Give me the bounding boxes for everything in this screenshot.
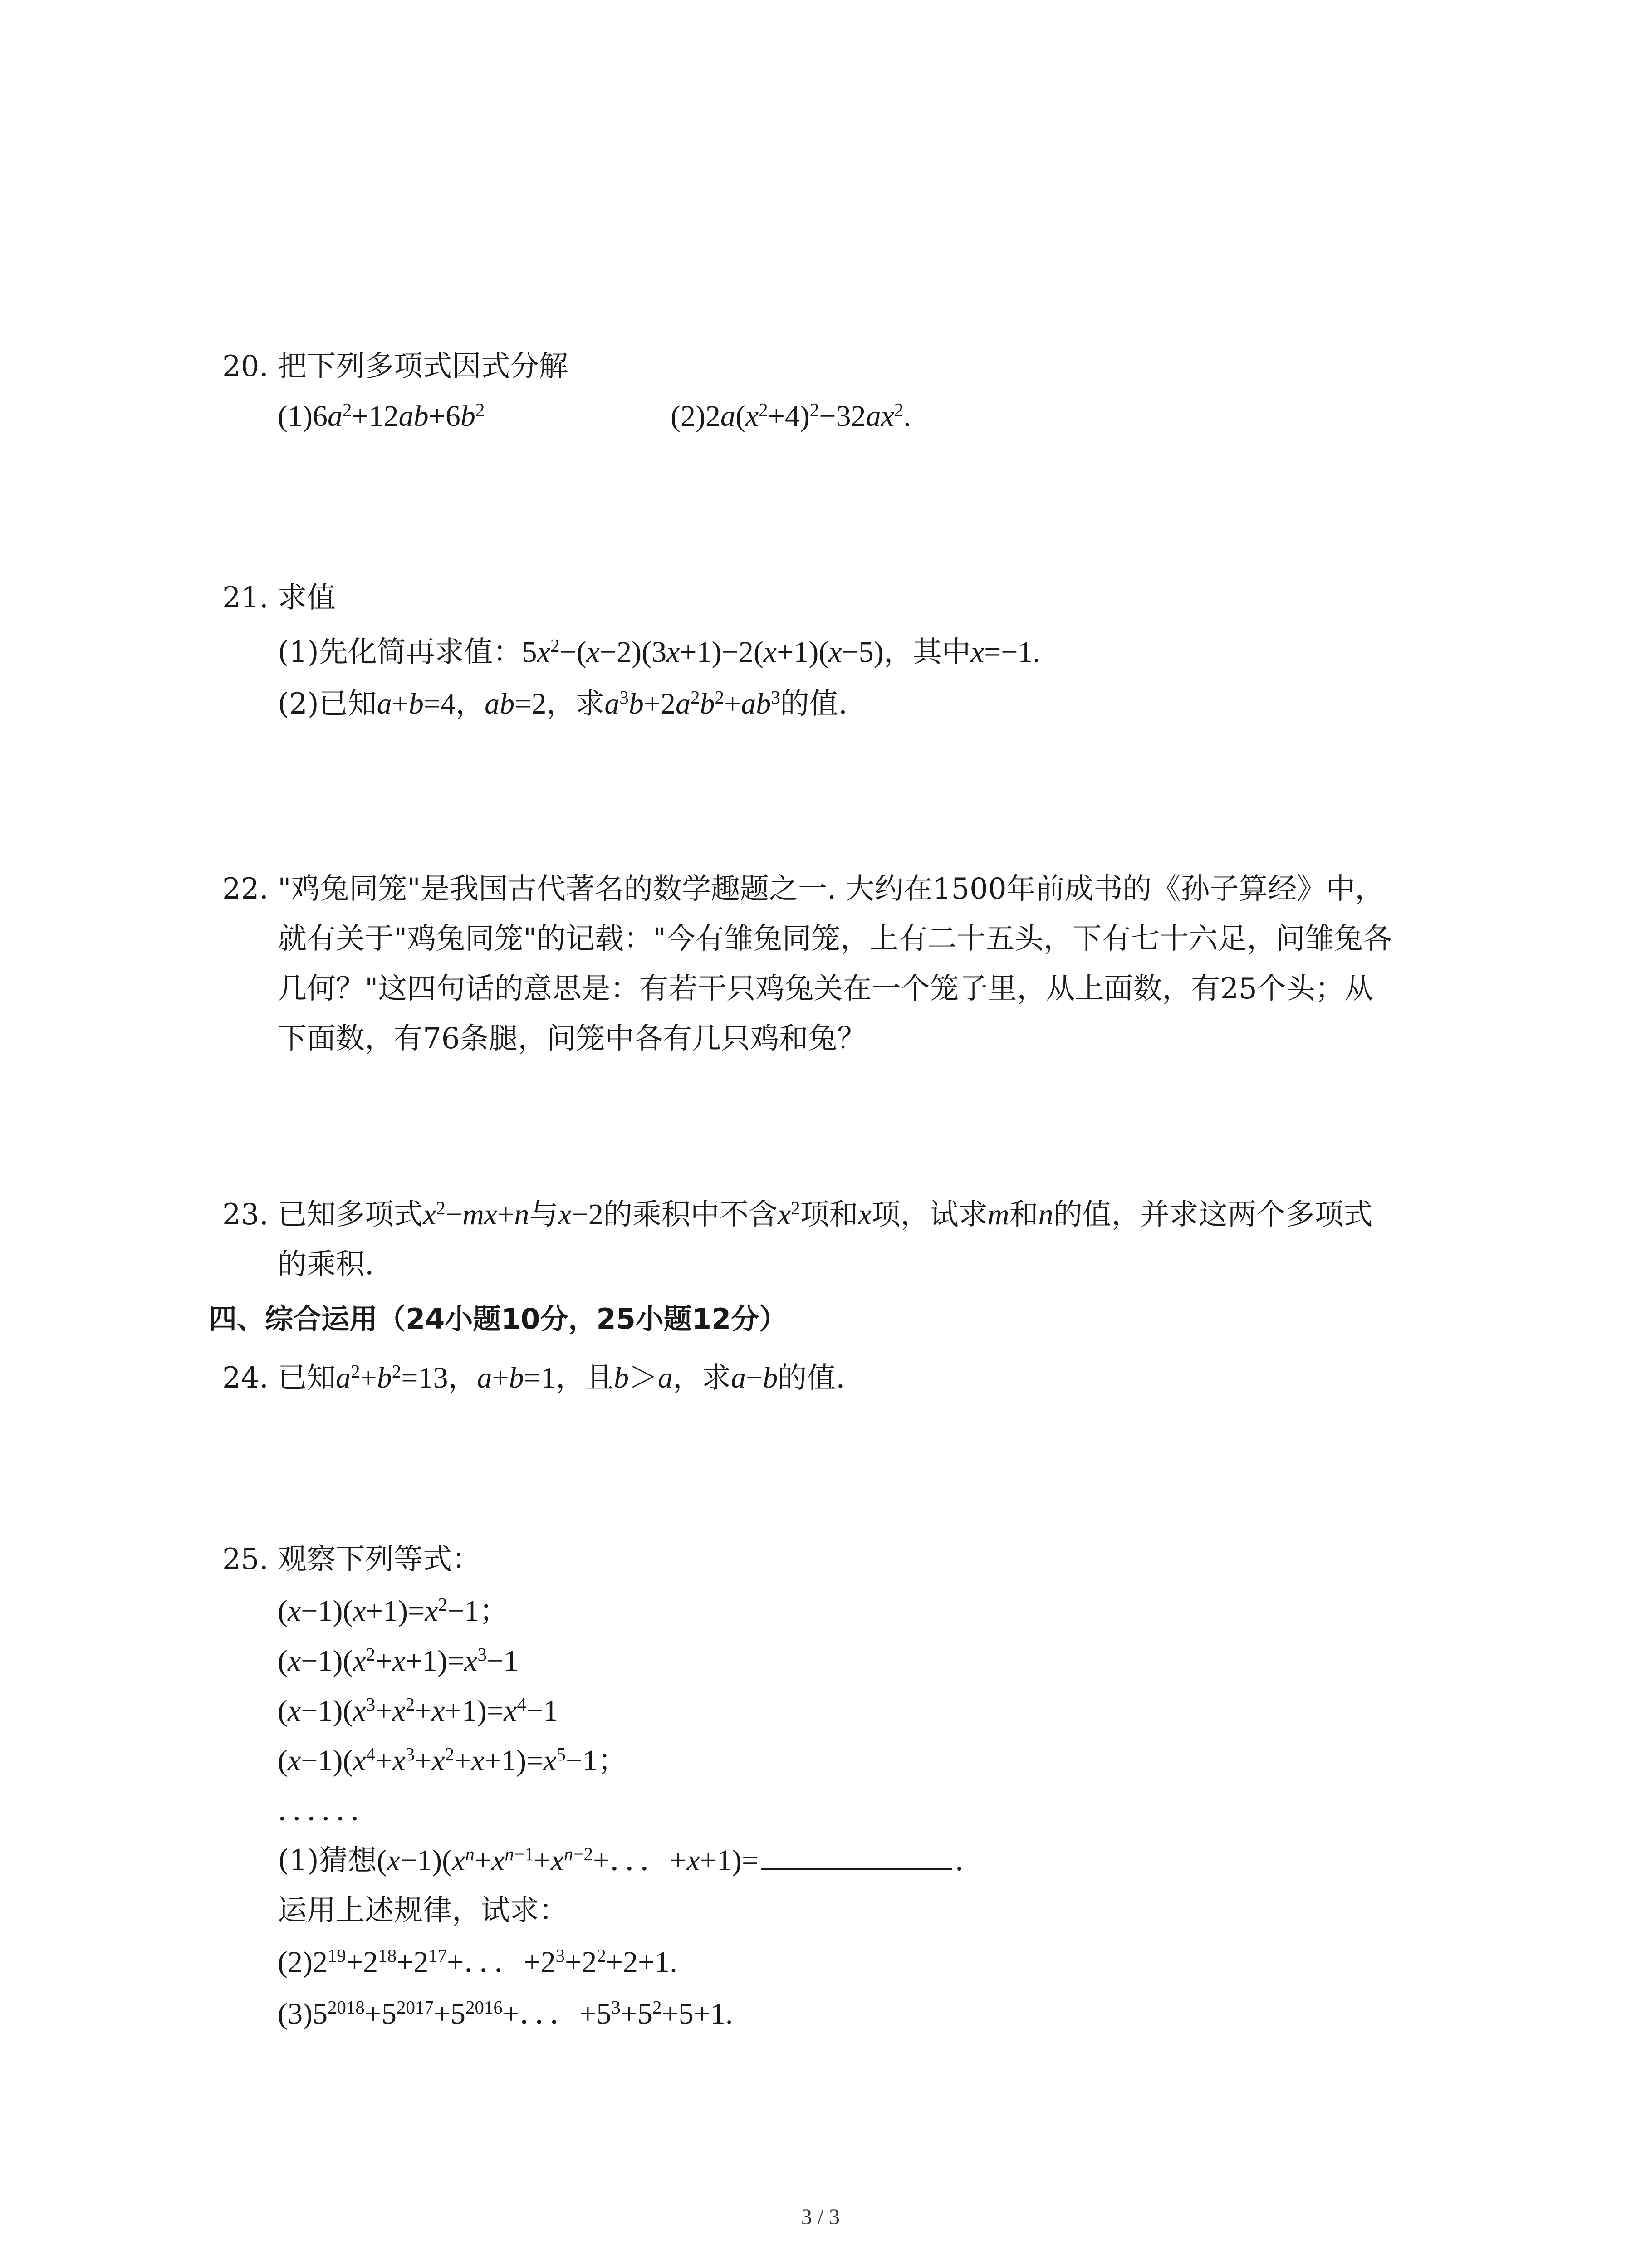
question-20-part-2: $(2)2a(x^2+4)^2-32ax^2$. <box>671 399 911 433</box>
question-21-part-2: (2)已知a+b=4，ab=2，求$a^3b+2a^2b^2+ab^3$的值. <box>278 687 847 721</box>
question-25-equation-3: $(x-1)(x^3+x^2+x+1)=x^4-1$ <box>278 1694 558 1727</box>
question-21-title: 21. 求值 <box>222 581 336 615</box>
question-20-part-1: $(1)6a^2+12ab+6b^2$ <box>278 399 485 433</box>
question-25-part-2: $(2)2^{19}+2^{18}+2^{17}+$．．．$+2^3+2^2+2+1$. <box>278 1945 677 1979</box>
question-25-intro: 运用上述规律，试求： <box>278 1894 568 1927</box>
answer-blank[interactable] <box>761 1844 952 1870</box>
question-25-title: 25. 观察下列等式： <box>222 1543 481 1576</box>
question-25-equation-2: $(x-1)(x^2+x+1)=x^3-1$ <box>278 1644 519 1677</box>
question-23-line-2: 的乘积. <box>278 1248 374 1281</box>
page-number: 3 / 3 <box>801 2205 840 2229</box>
question-20-title: 20. 把下列多项式因式分解 <box>222 350 568 383</box>
question-21-part-1: (1)先化简再求值：$5x^2-(x-2)(3x+1)-2(x+1)(x-5)$，其中x=−1. <box>278 635 1041 669</box>
section-4-heading: 四、综合运用（24小题10分，25小题12分） <box>209 1302 788 1335</box>
question-22-line-2: 就有关于"鸡兔同笼"的记载："今有雏兔同笼，上有二十五头，下有七十六足，问雏兔各 <box>278 922 1392 956</box>
question-25-equation-4: $(x-1)(x^4+x^3+x^2+x+1)=x^5-1$； <box>278 1744 628 1777</box>
question-22-line-1: 22. "鸡兔同笼"是我国古代著名的数学趣题之一. 大约在1500年前成书的《孙子算经》中， <box>222 872 1384 906</box>
question-24: 24. 已知$a^2+b^2=13$，a+b=1，且b＞a，求a−b的值. <box>222 1361 845 1395</box>
question-25-part-3: $(3)5^{2018}+5^{2017}+5^{2016}+$．．．$+5^3+5^2+5+1$. <box>278 1997 733 2030</box>
question-22-line-4: 下面数，有76条腿，问笼中各有几只鸡和兔？ <box>278 1022 867 1056</box>
question-25-part-1: (1)猜想$(x-1)(x^n+x^{n-1}+x^{n-2}+$．．．+x+1)= . <box>278 1843 964 1877</box>
question-23-line-1: 23. 已知多项式$x^2-mx+n$与x−2的乘积中不含$x^2$项和x项，试求m和n的值，并求这两个多项式 <box>222 1198 1373 1232</box>
question-25-equation-1: $(x-1)(x+1)=x^2-1$； <box>278 1594 509 1628</box>
question-25-ellipsis: ．．．．．． <box>278 1794 379 1828</box>
question-22-line-3: 几何？"这四句话的意思是：有若干只鸡兔关在一个笼子里，从上面数，有25个头；从 <box>278 972 1373 1006</box>
